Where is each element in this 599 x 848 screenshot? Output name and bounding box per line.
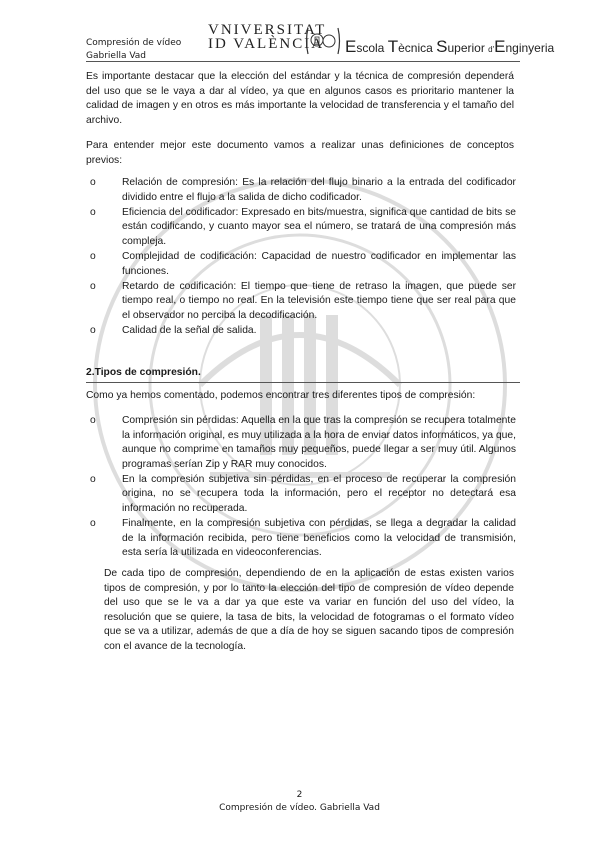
header-doc-title: Compresión de vídeo: [86, 38, 182, 48]
list-item: o Eficiencia del codificador: Expresado en bits/muestra, significa que cantidad de bits se están codificando, y cuanto mayor sea el número, se tratará de una compresión más compleja.: [90, 206, 516, 247]
university-name-line1: VNIVERSITAT: [208, 22, 327, 38]
bullet-icon: o: [90, 415, 96, 426]
bullet-icon: o: [90, 324, 96, 336]
page-number: 2: [296, 790, 303, 800]
header-divider: [86, 61, 520, 62]
list-item: o Compresión sin pérdidas: Aquella en la que tras la compresión se recupera totalmente la información original, es muy utilizada a la hora de enviar datos informáticos, ya que, aunque no comprime en tamaños muy pequeños, puede llegar a ser muy útil. Algunos programas serían Zip y RAR muy conocidos.: [90, 415, 516, 470]
list-item: o En la compresión subjetiva sin pérdidas, en el proceso de recuperar la compresión origina, no se recupera toda la información, pero el receptor no detectará esa información no recuperada.: [90, 473, 516, 515]
bullet-icon: o: [90, 473, 96, 485]
list-item: o Complejidad de codificación: Capacidad de nuestro codificador en implementar las funciones.: [90, 250, 516, 277]
list-item: o Retardo de codificación: El tiempo que tiene de retraso la imagen, que puede ser tiempo real, o tiempo no real. En la televisión este tiempo tiene que ser real para que el observador no perciba la decodificación.: [90, 280, 516, 321]
footer-text: Compresión de vídeo. Gabriella Vad: [219, 803, 380, 813]
section-divider: [86, 382, 520, 383]
bullet-icon: o: [90, 280, 96, 292]
intro-paragraph-2: Para entender mejor este documento vamos a realizar unas definiciones de conceptos previos:: [86, 140, 514, 166]
bullet-icon: o: [90, 518, 96, 530]
bullet-icon: o: [90, 177, 96, 188]
list-item: o Finalmente, en la compresión subjetiva con pérdidas, se llega a degradar la calidad de la información recibida, pero tiene beneficios como la velocidad de transmisión, esta sería la utilizada en videoconferencias.: [90, 518, 516, 559]
section-intro: Como ya hemos comentado, podemos encontrar tres diferentes tipos de compresión:: [86, 390, 476, 401]
section-heading: 2.Tipos de compresión.: [86, 367, 201, 378]
list-item: o Calidad de la señal de salida.: [86, 324, 516, 339]
list-item: o Relación de compresión: Es la relación del flujo binario a la entrada del codificador dividido entre el flujo a la salida de dicho codificador.: [90, 177, 516, 203]
header-title-block: [86, 37, 181, 63]
university-crest-icon: [305, 26, 341, 56]
definitions-list: [86, 176, 516, 339]
header-author: Gabriella Vad: [86, 51, 147, 61]
university-name-line2: ID VALÈNCIA: [208, 36, 325, 52]
closing-paragraph: De cada tipo de compresión, dependiendo de en la aplicación de estas existen varios tipos de compresión, y por lo tanto la elección del tipo de compresión de vídeo depende del uso que se le va a dar ya que este va variar en función del uso del vídeo, la resolución que se quiere, la tasa de bits, la velocidad de fotogramas o el formato vídeo que se va a utilizar, además de que a día de hoy se siguen sacando tipos de compresión con el avance de la tecnología.: [104, 568, 514, 652]
compression-types-list: [86, 414, 516, 561]
school-name: Escola Tècnica Superior d'Enginyeria: [345, 37, 555, 56]
bullet-icon: o: [90, 206, 96, 218]
intro-paragraph-1: Es importante destacar que la elección del estándar y la técnica de compresión dependerá del uso que se le vaya a dar al vídeo, ya que en algunos casos es prioritario mantener la calidad de imagen y en otros es más importante la velocidad de transferencia y el tamaño del archivo.: [86, 71, 514, 126]
bullet-icon: o: [90, 250, 96, 262]
